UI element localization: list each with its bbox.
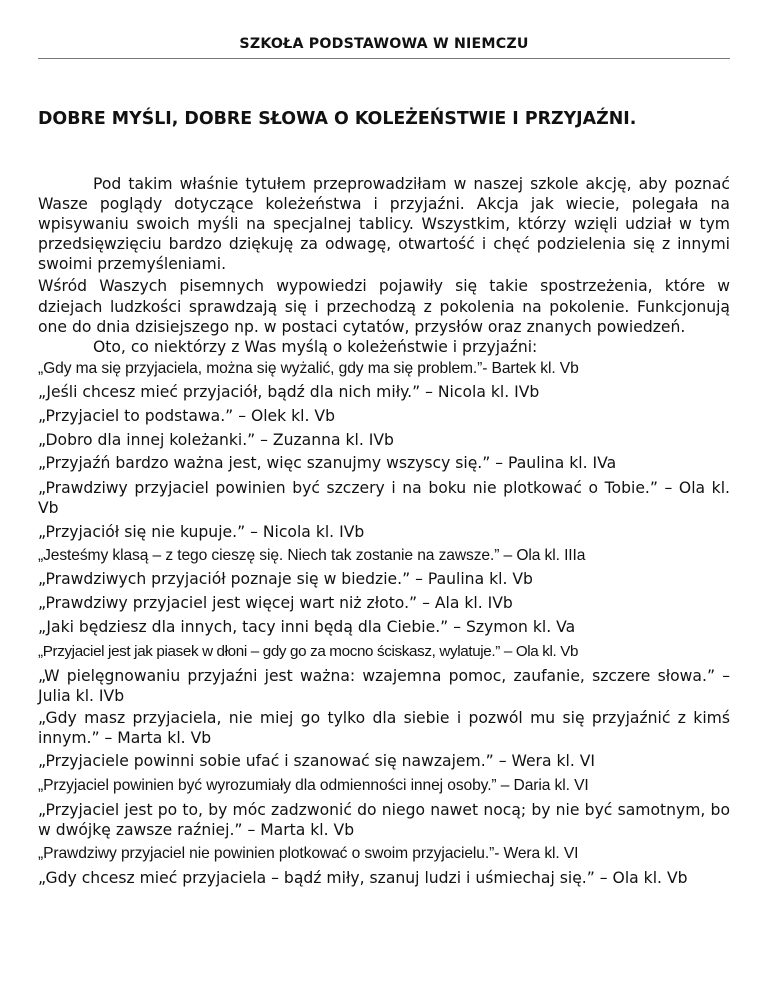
quote-item: „Przyjaźń bardzo ważna jest, więc szanujmy wszyscy się.” – Paulina kl. IVa [38, 454, 617, 473]
document-page [38, 0, 730, 890]
article-title: DOBRE MYŚLI, DOBRE SŁOWA O KOLEŻEŃSTWIE I PRZYJAŹNI. [38, 109, 637, 129]
quote-item: „Jesteśmy klasą – z tego cieszę się. Niech tak zostanie na zawsze.” – Ola kl. IIIa [38, 547, 586, 565]
quote-item: „Prawdziwy przyjaciel nie powinien plotkować o swoim przyjacielu.”- Wera kl. VI [38, 845, 579, 863]
school-header: SZKOŁA PODSTAWOWA W NIEMCZU [38, 0, 730, 59]
quote-item: „Przyjaciel to podstawa.” – Olek kl. Vb [38, 406, 335, 425]
quote-item: „Prawdziwych przyjaciół poznaje się w biedzie.” – Paulina kl. Vb [38, 570, 533, 589]
quote-item: „Gdy ma się przyjaciela, można się wyżalić, gdy ma się problem.”- Bartek kl. Vb [38, 359, 579, 377]
quote-item: „Przyjaciół się nie kupuje.” – Nicola kl. IVb [38, 522, 365, 541]
quote-item: „Przyjaciel jest po to, by móc zadzwonić do niego nawet nocą; by nie być samotnym, bo w dwójkę zawsze raźniej.” – Marta kl. Vb [38, 801, 730, 840]
quote-item: „Prawdziwy przyjaciel jest więcej wart niż złoto.” – Ala kl. IVb [38, 594, 513, 613]
quote-item: „Dobro dla innej koleżanki.” – Zuzanna kl. IVb [38, 430, 394, 449]
quote-item: „W pielęgnowaniu przyjaźni jest ważna: wzajemna pomoc, zaufanie, szczere słowa.” – Julia kl. IVb [38, 667, 730, 706]
quote-item: „Przyjaciel jest jak piasek w dłoni – gdy go za mocno ściskasz, wylatuje.” – Ola kl. Vb [38, 643, 579, 661]
quote-item: „Prawdziwy przyjaciel powinien być szczery i na boku nie plotkować o Tobie.” – Ola kl. Vb [38, 479, 730, 518]
intro-paragraph: Pod takim właśnie tytułem przeprowadziłam w naszej szkole akcję, aby poznać Wasze poglądy dotyczące koleżeństwa i przyjaźni. Akcja jak wiecie, polegała na wpisywaniu swoich myśli na specjalnej tablicy. Wszystkim, którzy wzięli udział w tym przedsięwzięciu bardzo dziękuję za odwagę, otwartość i chęć podzielenia się z innymi swoimi przemyśleniami. [38, 175, 730, 274]
quote-item: „Jaki będziesz dla innych, tacy inni będą dla Ciebie.” – Szymon kl. Va [38, 618, 576, 637]
quotes-list [38, 357, 730, 889]
quote-item: „Jeśli chcesz mieć przyjaciół, bądź dla nich miły.” – Nicola kl. IVb [38, 382, 540, 401]
quote-item: „Przyjaciele powinni sobie ufać i szanować się nawzajem.” – Wera kl. VI [38, 752, 596, 771]
quote-item: „Gdy masz przyjaciela, nie miej go tylko dla siebie i pozwól mu się przyjaźnić z kimś innym.” – Marta kl. Vb [38, 709, 730, 748]
quote-item: „Gdy chcesz mieć przyjaciela – bądź miły, szanuj ludzi i uśmiechaj się.” – Ola kl. Vb [38, 869, 688, 888]
article-body [38, 174, 730, 888]
quotes-intro: Oto, co niektórzy z Was myślą o koleżeństwie i przyjaźni: [93, 337, 538, 356]
observations-paragraph: Wśród Waszych pisemnych wypowiedzi pojawiły się takie spostrzeżenia, które w dziejach ludzkości sprawdzają się i przechodzą z pokolenia na pokolenie. Funkcjonują one do dnia dzisiejszego np. w postaci cytatów, przysłów oraz znanych powiedzeń. [38, 277, 730, 336]
quote-item: „Przyjaciel powinien być wyrozumiały dla odmienności innej osoby.” – Daria kl. VI [38, 777, 589, 795]
